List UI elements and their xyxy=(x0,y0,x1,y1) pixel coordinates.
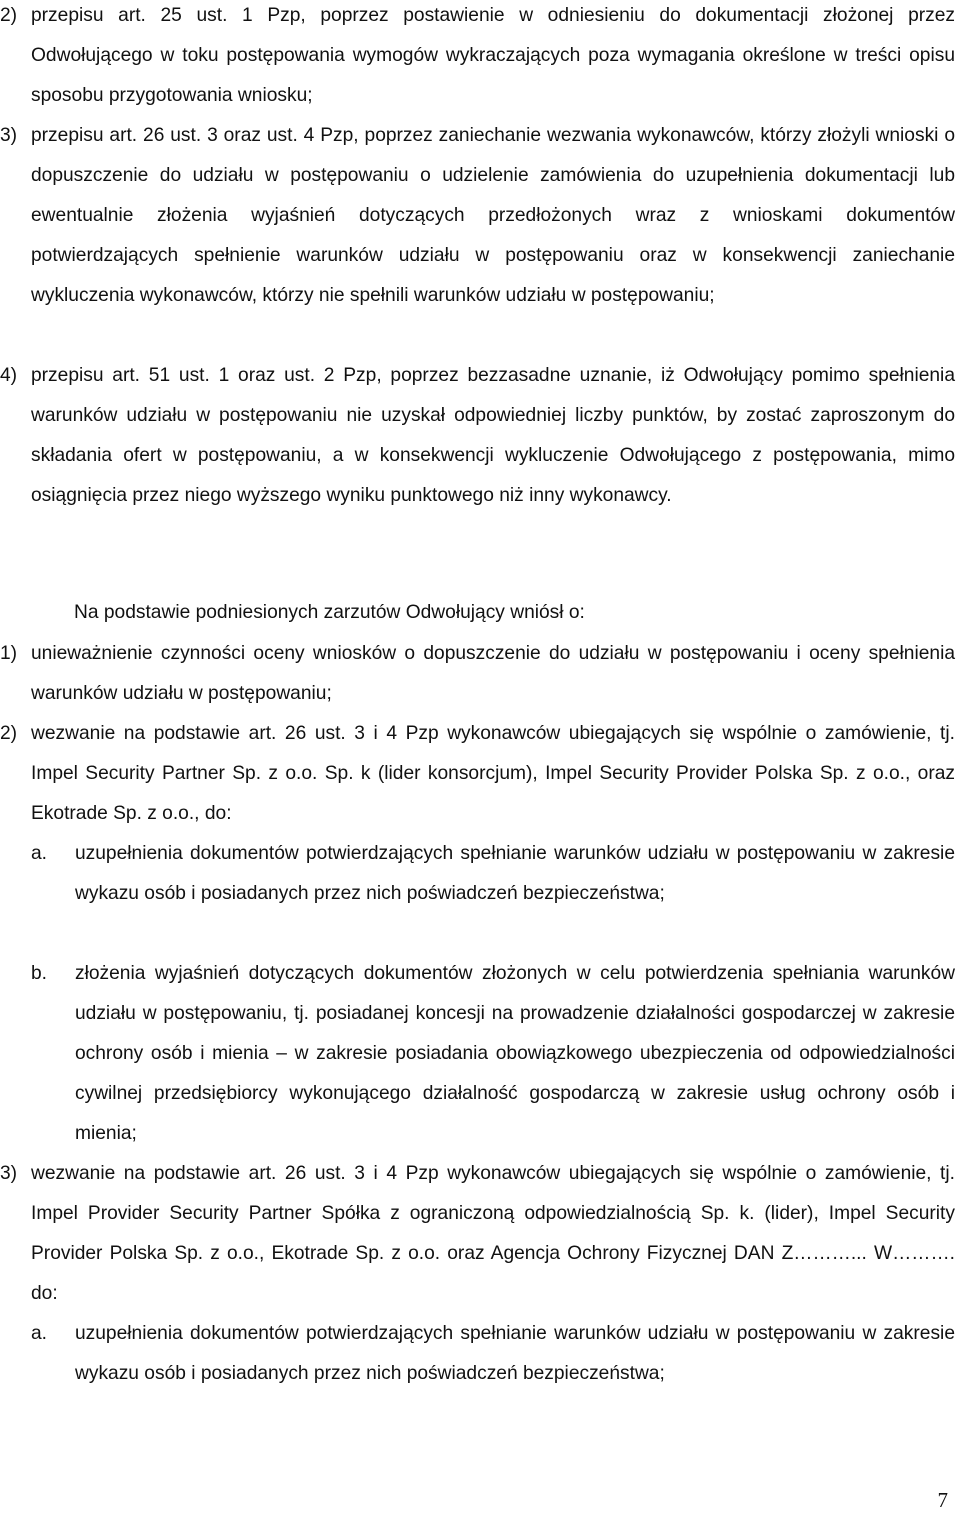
list-item-text: unieważnienie czynności oceny wniosków o dopuszczenie do udziału w postępowaniu i oceny spełnienia warunków udziału w postępowaniu; xyxy=(31,643,955,704)
list-item-text: wezwanie na podstawie art. 26 ust. 3 i 4 Pzp wykonawców ubiegających się wspólnie o zamówienie, tj. Impel Security Partner Sp. z o.o. Sp. k (lider konsorcjum), Impel Security Provider Polska Sp. z o.o., oraz Ekotrade Sp. z o.o., do: xyxy=(31,723,955,824)
sub-list-item-letter: a. xyxy=(31,1323,48,1344)
list-item-number: 4) xyxy=(0,365,18,386)
list-item-text: wezwanie na podstawie art. 26 ust. 3 i 4 Pzp wykonawców ubiegających się wspólnie o zamówienie, tj. Impel Provider Security Partner Spółka z ograniczoną odpowiedzialnością Sp. k. (lider), Impel Security Provider Polska Sp. z o.o., Ekotrade Sp. z o.o. oraz Agencja Ochrony Fizycznej DAN Z………... W………. do: xyxy=(31,1163,955,1304)
list-item-text: przepisu art. 51 ust. 1 oraz ust. 2 Pzp, poprzez bezzasadne uznanie, iż Odwołujący pomimo spełnienia warunków udziału w postępowaniu nie uzyskał odpowiedniej liczby punktów, by zostać zaproszonym do składania ofert w postępowaniu, a w konsekwencji wykluczenie Odwołującego z postępowania, mimo osiągnięcia przez niego wyższego wyniku punktowego niż inny wykonawcy. xyxy=(31,365,955,506)
list-item-number: 3) xyxy=(0,1163,18,1184)
sub-list-item-text: złożenia wyjaśnień dotyczących dokumentów złożonych w celu potwierdzenia spełniania warunków udziału w postępowaniu, tj. posiadanej koncesji na prowadzenie działalności gospodarczej w zakresie ochrony osób i mienia – w zakresie posiadania obowiązkowego ubezpieczenia od odpowiedzialności cywilnej przedsiębiorcy wykonującego działalność gospodarczą w zakresie usług ochrony osób i mienia; xyxy=(75,963,955,1144)
page-number: 7 xyxy=(937,1488,948,1512)
list-item-number: 1) xyxy=(0,643,18,664)
list-item-number: 3) xyxy=(0,125,18,146)
section-heading: Na podstawie podniesionych zarzutów Odwołujący wniósł o: xyxy=(74,602,585,623)
list-item-text: przepisu art. 26 ust. 3 oraz ust. 4 Pzp, poprzez zaniechanie wezwania wykonawców, którzy złożyli wnioski o dopuszczenie do udziału w postępowaniu o udzielenie zamówienia do uzupełnienia dokumentacji lub ewentualnie złożenia wyjaśnień dotyczących przedłożonych wraz z wnioskami dokumentów potwierdzających spełnienie warunków udziału w postępowaniu oraz w konsekwencji zaniechanie wykluczenia wykonawców, którzy nie spełnili warunków udziału w postępowaniu; xyxy=(31,125,955,306)
list-item-number: 2) xyxy=(0,5,18,26)
sub-list-item-letter: a. xyxy=(31,843,48,864)
sub-list-item-text: uzupełnienia dokumentów potwierdzających spełnianie warunków udziału w postępowaniu w zakresie wykazu osób i posiadanych przez nich poświadczeń bezpieczeństwa; xyxy=(75,1323,955,1384)
sub-list-item-text: uzupełnienia dokumentów potwierdzających spełnianie warunków udziału w postępowaniu w zakresie wykazu osób i posiadanych przez nich poświadczeń bezpieczeństwa; xyxy=(75,843,955,904)
sub-list-item-letter: b. xyxy=(31,963,48,984)
list-item-text: przepisu art. 25 ust. 1 Pzp, poprzez postawienie w odniesieniu do dokumentacji złożonej przez Odwołującego w toku postępowania wymogów wykraczających poza wymagania określone w treści opisu sposobu przygotowania wniosku; xyxy=(31,5,955,106)
list-item-number: 2) xyxy=(0,723,18,744)
